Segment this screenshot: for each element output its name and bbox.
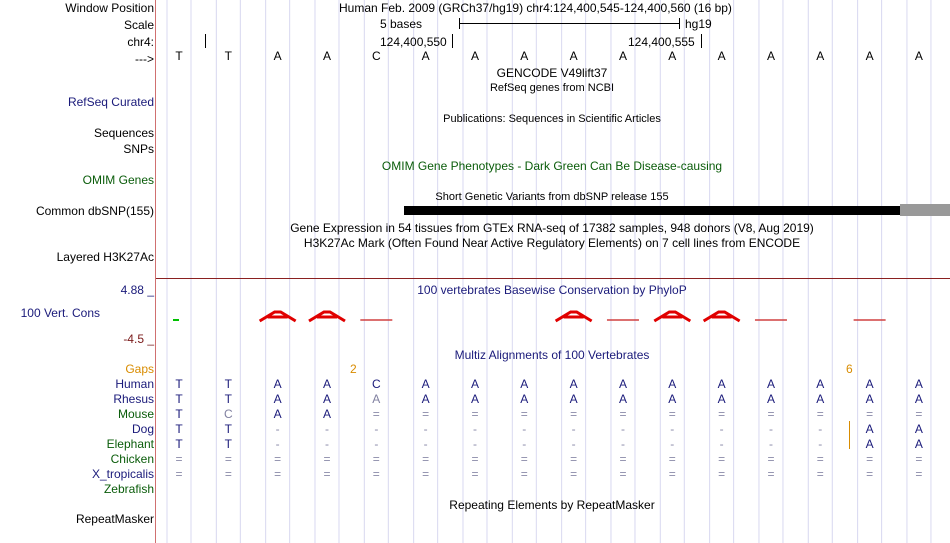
alignment-base: A (766, 392, 775, 406)
alignment-base: = (718, 407, 726, 421)
species-label-elephant[interactable]: Elephant (106, 437, 154, 451)
alignment-base: - (324, 437, 329, 451)
ruler-tick (205, 34, 206, 48)
alignment-base: A (520, 377, 529, 391)
gap-count: 6 (846, 362, 853, 376)
phylop-plot[interactable] (156, 300, 950, 330)
alignment-base: - (374, 437, 379, 451)
phylop-score-mark (704, 312, 740, 321)
label-separator (155, 0, 156, 543)
scale-assembly: hg19 (685, 17, 712, 31)
alignment-base: - (620, 422, 625, 436)
phylop-title[interactable]: 100 vertebrates Basewise Conservation by PhyloP (417, 283, 687, 297)
alignment-base: - (374, 422, 379, 436)
alignment-base: A (520, 392, 529, 406)
alignment-base: A (322, 377, 331, 391)
alignment-base: - (522, 422, 527, 436)
alignment-base: A (421, 392, 430, 406)
alignment-base: = (274, 452, 282, 466)
alignment-base: = (422, 407, 430, 421)
alignment-base: = (767, 407, 775, 421)
sequence-base: C (371, 49, 381, 63)
alignment-base: = (718, 452, 726, 466)
alignment-base: = (520, 452, 528, 466)
alignment-base: A (865, 437, 874, 451)
strand-label: ---> (135, 52, 154, 66)
alignment-base: = (570, 467, 578, 481)
alignment-base: = (767, 467, 775, 481)
alignment-base: = (274, 467, 282, 481)
alignment-base: = (619, 467, 627, 481)
alignment-base: - (818, 437, 823, 451)
omim-genes-label[interactable]: OMIM Genes (82, 173, 154, 187)
alignment-base: = (520, 467, 528, 481)
alignment-base: A (865, 377, 874, 391)
alignment-base: T (175, 437, 183, 451)
sequence-base: A (322, 49, 331, 63)
alignment-base: - (571, 422, 576, 436)
alignment-base: = (372, 467, 380, 481)
alignment-base: A (865, 422, 874, 436)
alignment-base: A (914, 437, 923, 451)
alignment-base: - (768, 422, 773, 436)
dbsnp-feature-bar[interactable] (404, 206, 900, 215)
alignment-base: C (223, 407, 233, 421)
gtex-title[interactable]: Gene Expression in 54 tissues from GTEx RNA-seq of 17382 samples, 948 donors (V8, Aug 2019) (290, 221, 814, 235)
scale-bar (459, 23, 679, 24)
alignment-base: A (273, 407, 282, 421)
alignment-base: = (372, 407, 380, 421)
common-dbsnp-label[interactable]: Common dbSNP(155) (35, 204, 154, 218)
alignment-base: = (816, 467, 824, 481)
species-label-mouse[interactable]: Mouse (117, 407, 154, 421)
alignment-base: - (818, 422, 823, 436)
repeatmasker-label[interactable]: RepeatMasker (75, 512, 154, 526)
alignment-base: = (866, 452, 874, 466)
alignment-base: - (275, 437, 280, 451)
alignment-base: A (816, 377, 825, 391)
alignment-base: A (322, 392, 331, 406)
sequence-base: A (865, 49, 874, 63)
alignment-base: A (273, 392, 282, 406)
alignment-base: = (619, 452, 627, 466)
sequences-label[interactable]: Sequences (93, 126, 154, 140)
alignment-base: - (275, 422, 280, 436)
alignment-base: T (224, 377, 232, 391)
refseq-curated-label[interactable]: RefSeq Curated (67, 95, 154, 109)
alignment-base: T (175, 407, 183, 421)
alignment-base: = (520, 407, 528, 421)
alignment-base: A (717, 377, 726, 391)
coord-label-1: 124,400,550 (380, 35, 447, 49)
refseq-subtitle: RefSeq genes from NCBI (489, 82, 615, 94)
alignment-base: = (915, 407, 923, 421)
gap-count: 2 (350, 362, 357, 376)
phylop-score-mark (173, 319, 179, 321)
alignment-base: T (224, 437, 232, 451)
publications-title[interactable]: Publications: Sequences in Scientific Articles (443, 113, 661, 125)
alignment-base: A (569, 392, 578, 406)
alignment-base: = (224, 467, 232, 481)
alignment-base: = (767, 452, 775, 466)
sequence-base: A (273, 49, 282, 63)
repeatmasker-title[interactable]: Repeating Elements by RepeatMasker (449, 498, 655, 512)
multiz-title[interactable]: Multiz Alignments of 100 Vertebrates (454, 348, 650, 362)
alignment-base: = (570, 407, 578, 421)
alignment-base: - (324, 422, 329, 436)
alignment-base: = (866, 407, 874, 421)
alignment-base: = (323, 467, 331, 481)
alignment-base: = (668, 467, 676, 481)
alignment-base: T (224, 392, 232, 406)
sequence-base: A (421, 49, 430, 63)
alignment-base: = (175, 452, 183, 466)
alignment-base: - (423, 437, 428, 451)
sequence-base: A (668, 49, 677, 63)
coord-label-2: 124,400,555 (628, 35, 695, 49)
alignment-base: A (470, 377, 479, 391)
species-label-dog[interactable]: Dog (131, 422, 154, 436)
species-label-chicken[interactable]: Chicken (110, 452, 154, 466)
alignment-base: C (371, 377, 381, 391)
alignment-base: A (273, 377, 282, 391)
alignment-base: = (471, 467, 479, 481)
track-divider (156, 278, 950, 279)
alignment-base: - (522, 437, 527, 451)
alignment-base: T (175, 392, 183, 406)
alignment-base: A (618, 377, 627, 391)
species-label-zebrafish[interactable]: Zebrafish (103, 482, 154, 496)
alignment-base: = (718, 467, 726, 481)
alignment-base: A (914, 392, 923, 406)
alignment-base: = (323, 452, 331, 466)
alignment-base: A (865, 392, 874, 406)
alignment-base: - (423, 422, 428, 436)
scale-bar-left-tick (459, 18, 460, 29)
alignment-base: - (768, 437, 773, 451)
sequence-base: A (914, 49, 923, 63)
phylop-min-label: -4.5 _ (123, 332, 154, 346)
chrom-label: chr4: (127, 35, 154, 49)
alignment-base: - (472, 437, 477, 451)
alignment-base: - (719, 437, 724, 451)
scale-bar-right-tick (679, 18, 680, 29)
alignment-base: - (472, 422, 477, 436)
alignment-base: A (372, 392, 381, 406)
phylop-score-mark (260, 312, 296, 321)
alignment-base: A (322, 407, 331, 421)
alignment-base: - (571, 437, 576, 451)
gaps-label[interactable]: Gaps (125, 362, 154, 376)
scale-text: 5 bases (380, 17, 423, 31)
sequence-base: A (766, 49, 775, 63)
sequence-base: T (224, 49, 232, 63)
phylop-score-mark (654, 312, 690, 321)
sequence-base: A (618, 49, 627, 63)
gencode-track-title[interactable]: GENCODE V49lift37 (496, 66, 608, 80)
alignment-base: = (471, 452, 479, 466)
sequence-base: T (175, 49, 183, 63)
alignment-base: - (620, 437, 625, 451)
dbsnp-feature-bar-grey[interactable] (900, 204, 950, 216)
sequence-base: A (520, 49, 529, 63)
scale-label: Scale (123, 18, 154, 32)
alignment-base: = (471, 407, 479, 421)
alignment-base: T (175, 422, 183, 436)
alignment-base: = (175, 467, 183, 481)
alignment-base: = (668, 407, 676, 421)
alignment-base: = (816, 452, 824, 466)
snps-label[interactable]: SNPs (123, 142, 154, 156)
h3k27ac-title[interactable]: H3K27Ac Mark (Often Found Near Active Regulatory Elements) on 7 cell lines from ENCODE (303, 236, 801, 250)
alignment-base: = (816, 407, 824, 421)
layered-h3k27ac-label[interactable]: Layered H3K27Ac (56, 250, 154, 264)
alignment-base: = (372, 452, 380, 466)
alignment-base: A (816, 392, 825, 406)
alignment-base: T (224, 422, 232, 436)
sequence-base: A (717, 49, 726, 63)
alignment-base: A (717, 392, 726, 406)
alignment-base: = (619, 407, 627, 421)
alignment-base: = (668, 452, 676, 466)
alignment-base: A (914, 422, 923, 436)
sequence-base: A (816, 49, 825, 63)
alignment-base: - (670, 437, 675, 451)
alignment-base: T (175, 377, 183, 391)
alignment-base: = (422, 467, 430, 481)
phylop-score-mark (309, 312, 345, 321)
species-label-x_tropicalis[interactable]: X_tropicalis (91, 467, 154, 481)
alignment-base: A (766, 377, 775, 391)
alignment-base: = (915, 452, 923, 466)
sequence-base: A (470, 49, 479, 63)
sequence-base: A (569, 49, 578, 63)
omim-title[interactable]: OMIM Gene Phenotypes - Dark Green Can Be Disease-causing (381, 159, 723, 173)
alignment-base: A (470, 392, 479, 406)
alignment-base: A (421, 377, 430, 391)
species-label-rhesus[interactable]: Rhesus (113, 392, 154, 406)
phylop-track-label[interactable]: 100 Vert. Cons (20, 306, 100, 320)
phylop-max-label: 4.88 _ (120, 283, 154, 297)
alignment-base: A (618, 392, 627, 406)
alignment-base: = (915, 467, 923, 481)
alignment-base: = (422, 452, 430, 466)
alignment-base: A (668, 377, 677, 391)
gap-marker (849, 421, 850, 449)
alignment-base: = (224, 452, 232, 466)
alignment-base: A (569, 377, 578, 391)
alignment-base: - (719, 422, 724, 436)
window-position-label: Window Position (65, 1, 154, 15)
phylop-score-mark (556, 312, 592, 321)
ruler-tick (701, 34, 702, 48)
species-label-human[interactable]: Human (115, 377, 154, 391)
alignment-base: - (670, 422, 675, 436)
ruler-tick (452, 34, 453, 48)
position-text: Human Feb. 2009 (GRCh37/hg19) chr4:124,400,545-124,400,560 (16 bp) (339, 1, 732, 15)
alignment-base: A (668, 392, 677, 406)
alignment-base: = (866, 467, 874, 481)
dbsnp-title[interactable]: Short Genetic Variants from dbSNP release 155 (435, 191, 669, 203)
alignment-base: A (914, 377, 923, 391)
alignment-base: = (570, 452, 578, 466)
